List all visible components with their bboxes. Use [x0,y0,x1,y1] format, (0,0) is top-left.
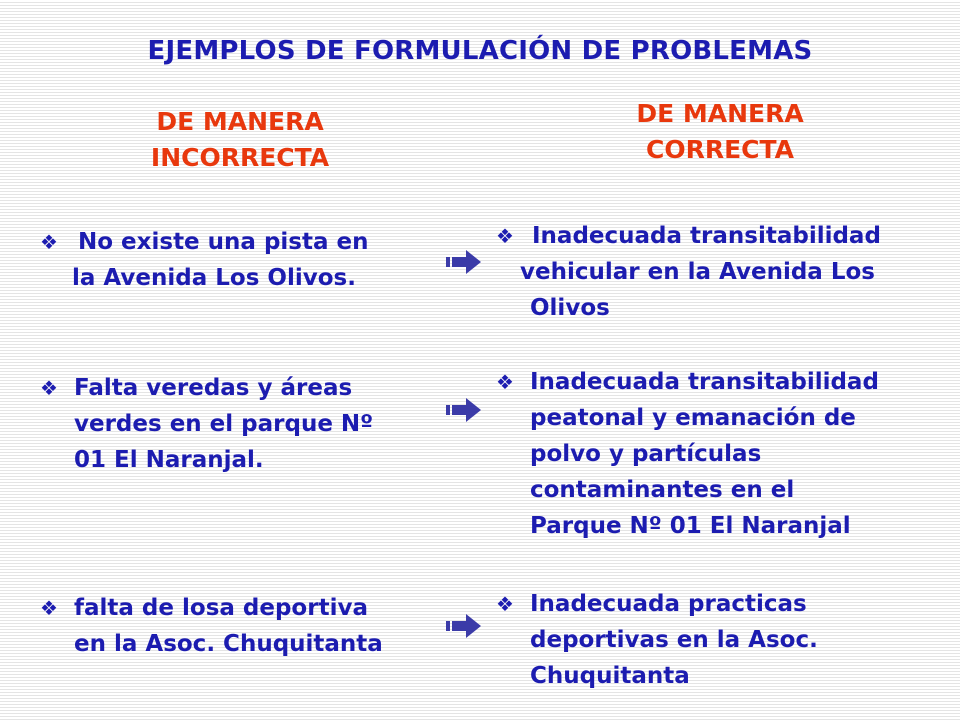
incorrect-item-1 [40,224,440,296]
diamond-bullet-icon: ❖ [40,376,58,400]
diamond-bullet-icon: ❖ [496,592,514,616]
correct-item-1 [496,218,956,326]
diamond-bullet-icon: ❖ [40,596,58,620]
correct-item-2 [496,364,956,544]
incorrect-item-3-line2: en la Asoc. Chuquitanta [74,631,383,657]
incorrect-item-2-line1: Falta veredas y áreas [74,375,353,401]
correct-item-2-line4: contaminantes en el [530,477,795,503]
right-arrow-icon [446,397,482,423]
correct-item-2-line3: polvo y partículas [530,441,762,467]
header-correct-line1: DE MANERA [636,99,804,128]
diamond-bullet-icon: ❖ [40,230,58,254]
right-arrow-icon [446,613,482,639]
diamond-bullet-icon: ❖ [496,370,514,394]
correct-item-2-line2: peatonal y emanación de [530,405,856,431]
correct-item-1-line1: Inadecuada transitabilidad [532,223,881,249]
incorrect-item-2-line3: 01 El Naranjal. [74,447,264,473]
header-correct [560,96,880,168]
page-title: EJEMPLOS DE FORMULACIÓN DE PROBLEMAS [147,36,813,66]
correct-item-3-line3: Chuquitanta [530,663,690,689]
correct-item-1-line3: Olivos [530,295,610,321]
correct-item-3 [496,586,956,694]
incorrect-item-2 [40,370,440,478]
correct-item-1-line2: vehicular en la Avenida Los [520,259,875,285]
correct-item-2-line1: Inadecuada transitabilidad [530,369,879,395]
incorrect-item-3-line1: falta de losa deportiva [74,595,368,621]
header-incorrect-line1: DE MANERA [156,107,324,136]
diamond-bullet-icon: ❖ [496,224,514,248]
header-incorrect [120,104,360,176]
header-incorrect-line2: INCORRECTA [150,143,330,172]
correct-item-3-line2: deportivas en la Asoc. [530,627,818,653]
incorrect-item-1-line1: No existe una pista en [78,229,369,255]
incorrect-item-1-line2: la Avenida Los Olivos. [72,265,356,291]
correct-item-3-line1: Inadecuada practicas [530,591,807,617]
right-arrow-icon [446,249,482,275]
incorrect-item-3 [40,590,450,662]
correct-item-2-line5: Parque Nº 01 El Naranjal [530,513,851,539]
header-correct-line2: CORRECTA [646,135,794,164]
incorrect-item-2-line2: verdes en el parque Nº [74,411,374,437]
